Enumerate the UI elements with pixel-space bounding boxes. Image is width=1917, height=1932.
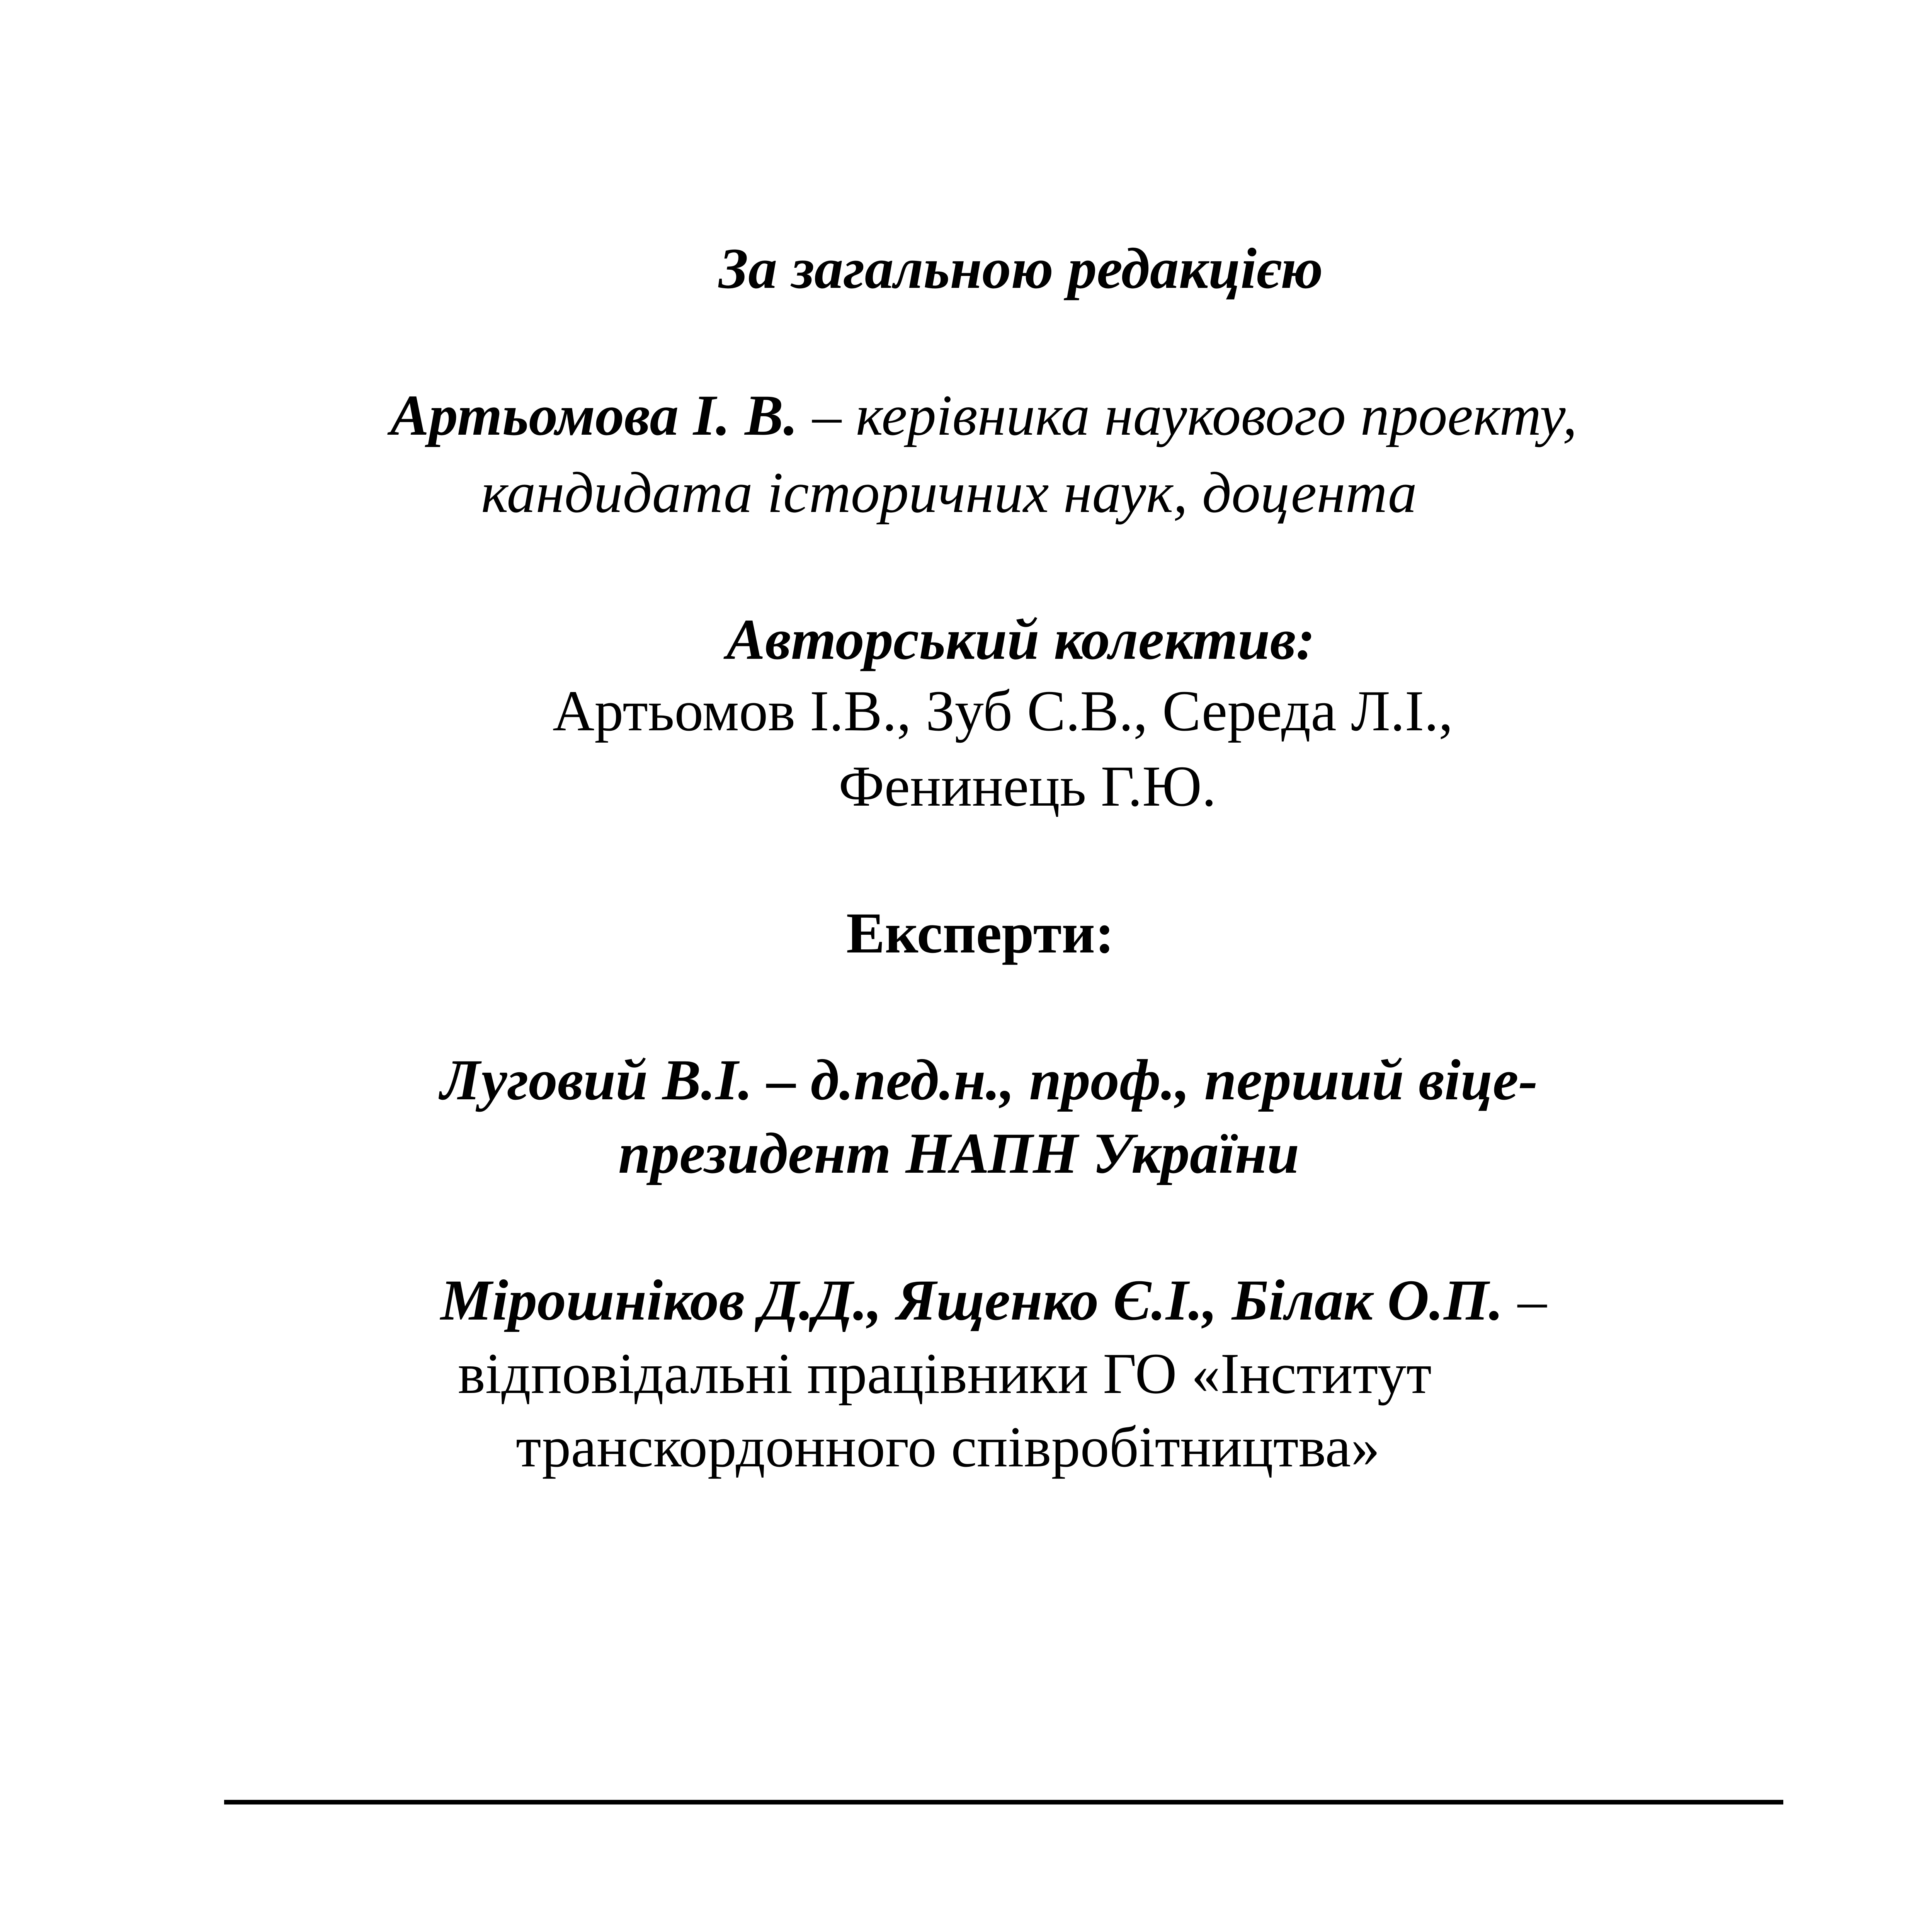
editor-role: – керівника наукового проекту, — [798, 383, 1577, 447]
authors-line-2: Фенинець Г.Ю. — [839, 754, 1216, 818]
expert-1-line-2: президент НАПН України — [618, 1121, 1300, 1185]
editorial-heading: За загальною редакцією — [719, 236, 1323, 301]
experts-heading: Експерти: — [846, 901, 1114, 965]
expert-2-names: Мірошніков Д.Д., Ященко Є.І., Білак О.П. — [441, 1268, 1504, 1332]
expert-2-line-3: транскордонного співробітництва» — [516, 1415, 1380, 1479]
authors-heading: Авторський колектив: — [726, 607, 1315, 672]
expert-1-line-1: Луговий В.І. – д.пед.н., проф., перший віце- — [441, 1048, 1538, 1112]
expert-2-line-1 — [441, 1268, 1547, 1332]
editor-name: Артьомова І. В. — [390, 383, 798, 447]
authors-line-1: Артьомов І.В., Зуб С.В., Середа Л.І., — [553, 679, 1453, 743]
expert-2-dash: – — [1503, 1268, 1547, 1332]
horizontal-divider — [224, 1800, 1783, 1804]
editor-line — [390, 383, 1577, 447]
expert-2-line-2: відповідальні працівники ГО «Інститут — [458, 1342, 1432, 1406]
editor-role-continued: кандидата історичних наук, доцента — [481, 461, 1417, 525]
